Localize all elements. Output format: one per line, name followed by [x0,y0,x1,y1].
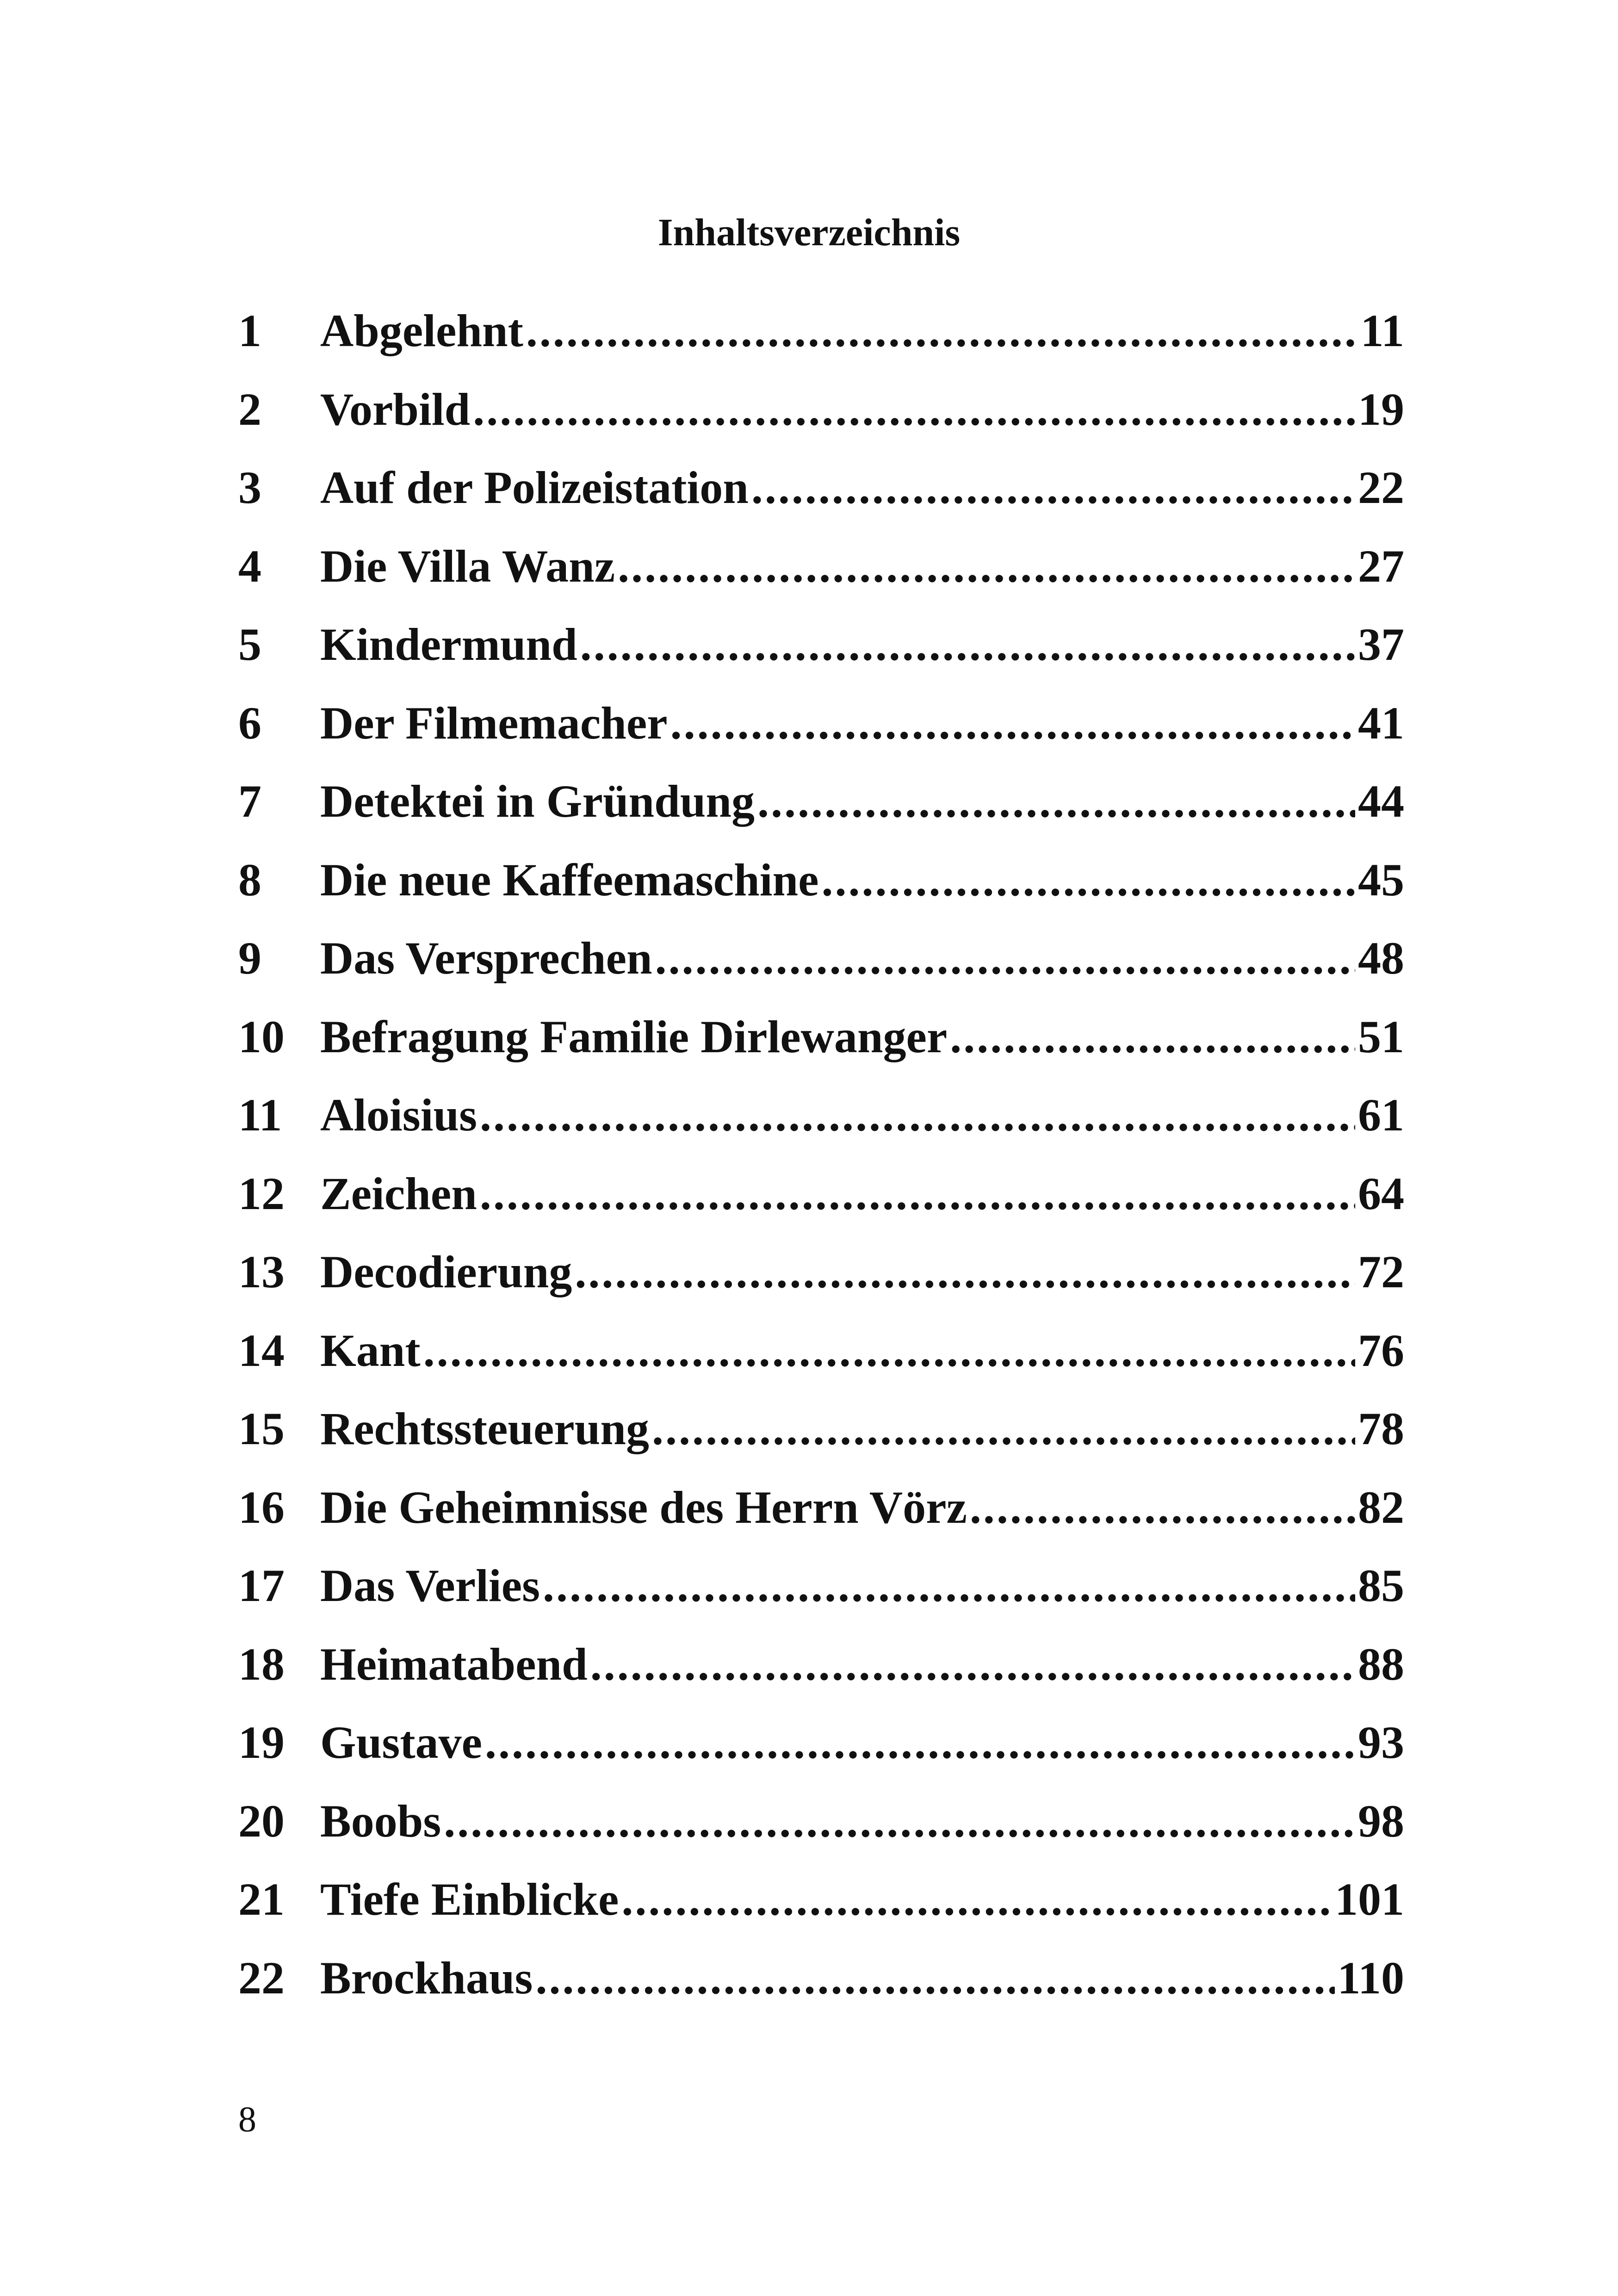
chapter-title: Gustave [320,1717,482,1768]
chapter-page-number: 64 [1358,1167,1404,1219]
toc-entry-19[interactable] [238,1710,1404,1789]
chapter-title: Vorbild [320,383,471,435]
chapter-page-number: 101 [1335,1874,1404,1925]
dot-leader [543,1553,1355,1618]
dot-leader [575,1240,1355,1304]
dot-leader [970,1475,1355,1540]
chapter-title: Heimatabend [320,1638,588,1690]
chapter-number: 21 [238,1874,285,1925]
chapter-title: Das Verlies [320,1560,540,1611]
chapter-title: Die Villa Wanz [320,540,615,592]
toc-entry-12[interactable] [238,1161,1404,1240]
toc-entry-17[interactable] [238,1553,1404,1632]
chapter-page-number: 48 [1358,932,1404,984]
dot-leader [444,1789,1355,1854]
chapter-title: Detektei in Gründung [320,776,755,827]
chapter-number: 10 [238,1011,285,1062]
page-title: Inhaltsverzeichnis [657,211,961,254]
dot-leader [670,691,1355,756]
chapter-page-number: 72 [1358,1246,1404,1297]
chapter-number: 18 [238,1638,285,1690]
chapter-number: 12 [238,1167,285,1219]
dot-leader [423,1318,1355,1383]
chapter-title: Decodierung [320,1246,572,1297]
chapter-title: Rechtssteuerung [320,1403,650,1454]
toc-entry-9[interactable] [238,926,1404,1005]
chapter-number: 7 [238,776,261,827]
dot-leader [580,612,1355,677]
dot-leader [590,1632,1355,1697]
dot-leader [485,1710,1355,1775]
chapter-page-number: 22 [1358,462,1404,513]
dot-leader [480,1083,1355,1148]
chapter-page-number: 41 [1358,697,1404,749]
dot-leader [652,1396,1355,1461]
dot-leader [757,769,1355,834]
chapter-page-number: 37 [1358,619,1404,670]
toc-entry-21[interactable] [238,1867,1404,1946]
toc-entry-7[interactable] [238,769,1404,848]
toc-entry-2[interactable] [238,377,1404,456]
toc-entry-22[interactable] [238,1946,1404,2024]
chapter-title: Abgelehnt [320,305,523,356]
chapter-page-number: 27 [1358,540,1404,592]
chapter-number: 8 [238,854,261,906]
chapter-page-number: 45 [1358,854,1404,906]
chapter-number: 11 [238,1089,282,1141]
dot-leader [950,1005,1355,1069]
chapter-title: Die Geheimnisse des Herrn Vörz [320,1481,967,1533]
dot-leader [535,1946,1334,2011]
dot-leader [621,1867,1332,1932]
chapter-page-number: 110 [1337,1952,1404,2004]
chapter-number: 1 [238,305,261,356]
chapter-number: 3 [238,462,261,513]
toc-entry-13[interactable] [238,1240,1404,1318]
chapter-title: Die neue Kaffeemaschine [320,854,819,906]
chapter-title: Boobs [320,1795,441,1847]
chapter-number: 13 [238,1246,285,1297]
dot-leader [526,298,1358,363]
toc-entry-11[interactable] [238,1083,1404,1161]
toc-entry-6[interactable] [238,691,1404,769]
toc-entry-15[interactable] [238,1396,1404,1475]
chapter-number: 16 [238,1481,285,1533]
toc-entry-18[interactable] [238,1632,1404,1711]
chapter-page-number: 93 [1358,1717,1404,1768]
dot-leader [655,926,1355,991]
chapter-title: Das Versprechen [320,932,652,984]
toc-entry-8[interactable] [238,848,1404,926]
chapter-page-number: 82 [1358,1481,1404,1533]
chapter-page-number: 78 [1358,1403,1404,1454]
toc-entry-5[interactable] [238,612,1404,691]
toc-entry-3[interactable] [238,455,1404,534]
chapter-number: 20 [238,1795,285,1847]
page-number: 8 [238,2099,256,2139]
dot-leader [822,848,1355,912]
chapter-number: 19 [238,1717,285,1768]
toc-entry-20[interactable] [238,1789,1404,1868]
dot-leader [480,1161,1355,1226]
chapter-page-number: 88 [1358,1638,1404,1690]
chapter-number: 6 [238,697,261,749]
chapter-page-number: 85 [1358,1560,1404,1611]
chapter-page-number: 11 [1360,305,1404,356]
chapter-page-number: 61 [1358,1089,1404,1141]
chapter-title: Zeichen [320,1167,477,1219]
toc-entry-4[interactable] [238,534,1404,613]
chapter-page-number: 98 [1358,1795,1404,1847]
table-of-contents [238,298,1404,2024]
chapter-number: 22 [238,1952,285,2004]
chapter-number: 14 [238,1324,285,1376]
chapter-title: Befragung Familie Dirlewanger [320,1011,948,1062]
chapter-title: Brockhaus [320,1952,533,2004]
chapter-title: Tiefe Einblicke [320,1874,619,1925]
chapter-number: 2 [238,383,261,435]
chapter-number: 4 [238,540,261,592]
toc-entry-1[interactable] [238,298,1404,377]
chapter-title: Auf der Polizeistation [320,462,749,513]
chapter-page-number: 44 [1358,776,1404,827]
chapter-title: Der Filmemacher [320,697,668,749]
chapter-page-number: 19 [1358,383,1404,435]
dot-leader [473,377,1355,442]
chapter-page-number: 76 [1358,1324,1404,1376]
chapter-number: 15 [238,1403,285,1454]
chapter-number: 17 [238,1560,285,1611]
chapter-title: Kant [320,1324,421,1376]
chapter-title: Kindermund [320,619,577,670]
chapter-title: Aloisius [320,1089,477,1141]
dot-leader [618,534,1355,599]
chapter-number: 5 [238,619,261,670]
toc-entry-16[interactable] [238,1475,1404,1554]
toc-entry-14[interactable] [238,1318,1404,1397]
chapter-page-number: 51 [1358,1011,1404,1062]
chapter-number: 9 [238,932,261,984]
toc-entry-10[interactable] [238,1005,1404,1083]
dot-leader [751,455,1355,520]
